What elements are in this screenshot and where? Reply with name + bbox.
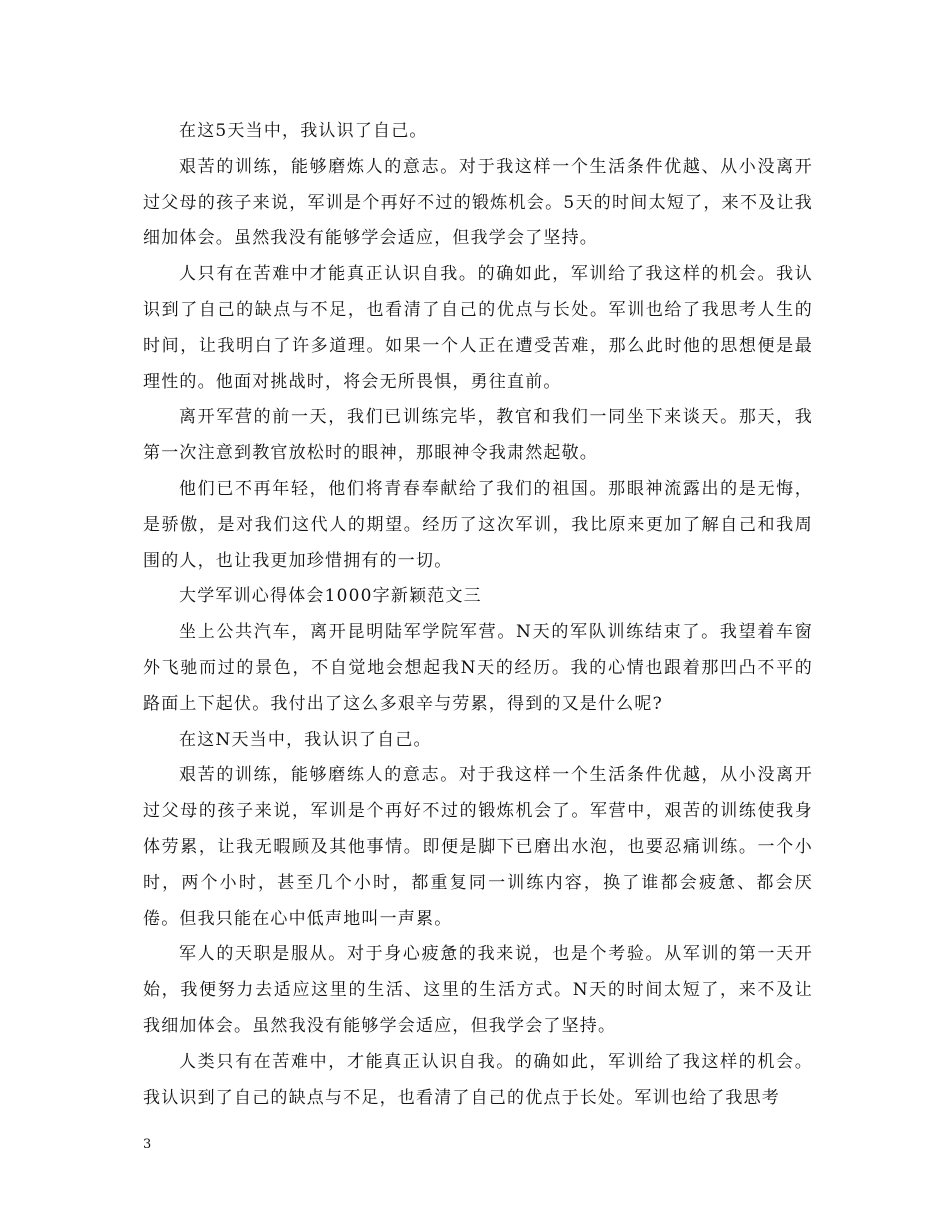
document-body — [143, 114, 813, 1116]
paragraph: 艰苦的训练，能够磨炼人的意志。对于我这样一个生活条件优越、从小没离开过父母的孩子来说，军训是个再好不过的锻炼机会。5天的时间太短了，来不及让我细加体会。虽然我没有能够学会适应，但我学会了坚持。 — [143, 156, 813, 249]
paragraph: 艰苦的训练，能够磨练人的意志。对于我这样一个生活条件优越，从小没离开过父母的孩子来说，军训是个再好不过的锻炼机会了。军营中，艰苦的训练使我身体劳累，让我无暇顾及其他事情。即便是脚下已磨出水泡，也要忍痛训练。一个小时，两个小时，甚至几个小时，都重复同一训练内容，换了谁都会疲惫、都会厌倦。但我只能在心中低声地叫一声累。 — [143, 765, 813, 929]
paragraph: 坐上公共汽车，离开昆明陆军学院军营。N天的军队训练结束了。我望着车窗外飞驰而过的景色，不自觉地会想起我N天的经历。我的心情也跟着那凹凸不平的路面上下起伏。我付出了这么多艰辛与劳累，得到的又是什么呢? — [143, 622, 813, 714]
paragraph: 离开军营的前一天，我们已训练完毕，教官和我们一同坐下来谈天。那天，我第一次注意到教官放松时的眼神，那眼神令我肃然起敬。 — [143, 407, 813, 464]
paragraph: 人类只有在苦难中，才能真正认识自我。的确如此，军训给了我这样的机会。我认识到了自己的缺点与不足，也看清了自己的优点于长处。军训也给了我思考 — [143, 1051, 813, 1108]
section-heading: 大学军训心得体会1000字新颖范文三 — [179, 586, 482, 607]
paragraph: 军人的天职是服从。对于身心疲惫的我来说，也是个考验。从军训的第一天开始，我便努力去适应这里的生活、这里的生活方式。N天的时间太短了，来不及让我细加体会。虽然我没有能够学会适应，但我学会了坚持。 — [143, 944, 813, 1036]
paragraph: 在这N天当中，我认识了自己。 — [179, 729, 432, 750]
paragraph: 他们已不再年轻，他们将青春奉献给了我们的祖国。那眼神流露出的是无悔，是骄傲，是对我们这代人的期望。经历了这次军训，我比原来更加了解自己和我周围的人，也让我更加珍惜拥有的一切。 — [143, 478, 813, 571]
paragraph: 在这5天当中，我认识了自己。 — [179, 121, 428, 141]
paragraph: 人只有在苦难中才能真正认识自我。的确如此，军训给了我这样的机会。我认识到了自己的缺点与不足，也看清了自己的优点与长处。军训也给了我思考人生的时间，让我明白了许多道理。如果一个人正在遭受苦难，那么此时他的思想便是最理性的。他面对挑战时，将会无所畏惧，勇往直前。 — [143, 264, 813, 392]
page-number: 3 — [143, 1137, 152, 1152]
